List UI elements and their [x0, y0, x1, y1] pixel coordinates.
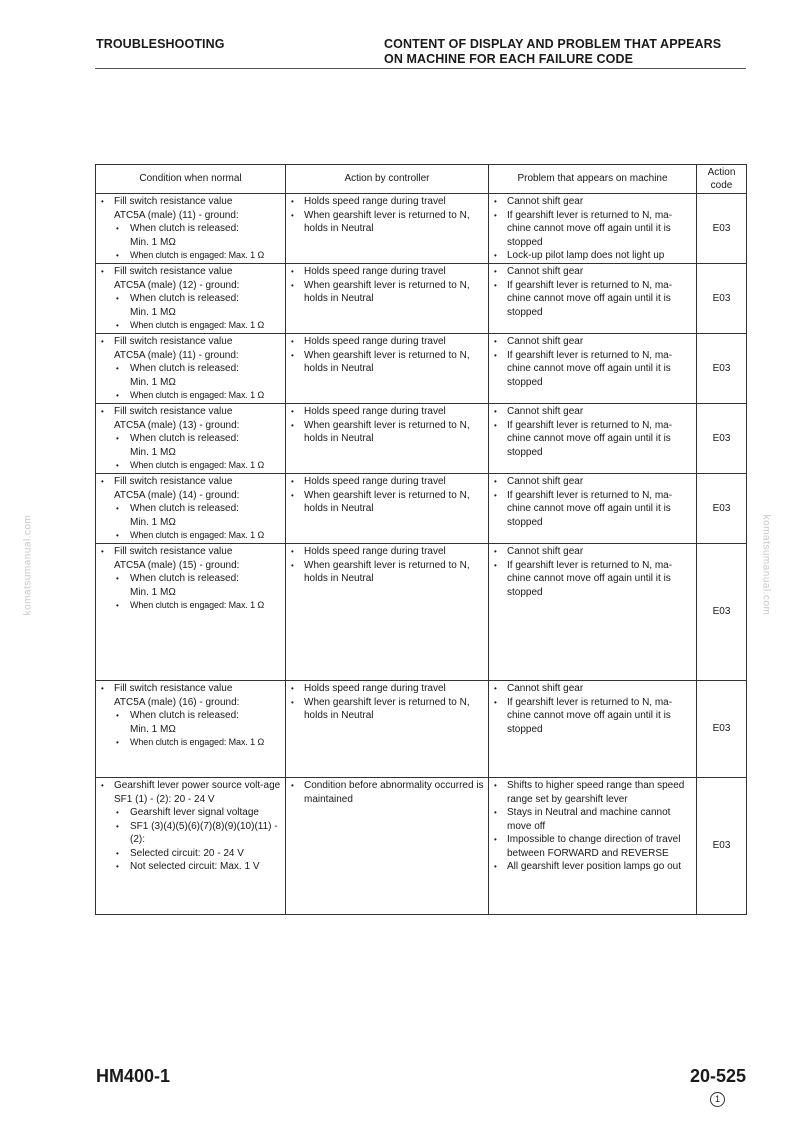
action-code-cell: E03	[697, 334, 747, 404]
condition-released	[116, 362, 281, 389]
table-row	[96, 404, 747, 474]
condition-title: • Fill switch resistance value	[114, 406, 233, 417]
condition-connector: ATC5A (male) (15) - ground:	[114, 559, 240, 571]
condition-subitem: • SF1 (3)(4)(5)(6)(7)(8)(9)(10)(11) - (2):	[116, 820, 281, 847]
condition-title: • Fill switch resistance value	[114, 266, 233, 277]
condition-sublist	[114, 502, 281, 543]
action-list	[290, 195, 484, 236]
condition-item	[100, 779, 281, 874]
header-page-title	[384, 37, 721, 67]
bullet-item: • Holds speed range during travel	[290, 335, 484, 349]
condition-connector: ATC5A (male) (12) - ground:	[114, 279, 240, 291]
released-label: • When clutch is released:	[130, 710, 239, 721]
bullet-item: • Holds speed range during travel	[290, 405, 484, 419]
condition-list	[100, 779, 281, 874]
action-cell	[286, 778, 489, 915]
released-label: • When clutch is released:	[130, 293, 239, 304]
header-problem: Problem that appears on machine	[489, 165, 697, 194]
action-list	[290, 779, 484, 806]
condition-list	[100, 265, 281, 333]
bullet-item: • Shifts to higher speed range than speed range set by gearshift lever	[493, 779, 692, 806]
released-value: Min. 1 MΩ	[130, 723, 176, 735]
problem-cell	[489, 194, 697, 264]
footer-model: HM400-1	[96, 1066, 171, 1086]
action-cell	[286, 544, 489, 681]
bullet-item: • When gearshift lever is returned to N, holds in Neutral	[290, 489, 484, 516]
condition-title: • Fill switch resistance value	[114, 683, 233, 694]
condition-item	[100, 405, 281, 473]
bullet-item: • If gearshift lever is returned to N, ma-chine cannot move off again until it is stopped	[493, 209, 692, 250]
condition-connector: ATC5A (male) (16) - ground:	[114, 696, 240, 708]
bullet-item: • Holds speed range during travel	[290, 682, 484, 696]
released-value: Min. 1 MΩ	[130, 306, 176, 318]
action-list	[290, 475, 484, 516]
bullet-item: • Cannot shift gear	[493, 335, 692, 349]
problem-list	[493, 195, 692, 263]
condition-engaged	[116, 599, 281, 613]
watermark-right: komatsumanual.com	[760, 514, 772, 616]
action-code-cell: E03	[697, 681, 747, 778]
condition-released	[116, 432, 281, 459]
footer-revision-mark: 1	[710, 1092, 725, 1107]
problem-list	[493, 265, 692, 319]
header-condition: Condition when normal	[96, 165, 286, 194]
condition-list	[100, 545, 281, 613]
bullet-item: • Impossible to change direction of travel between FORWARD and REVERSE	[493, 833, 692, 860]
bullet-item: • Cannot shift gear	[493, 475, 692, 489]
header-action: Action by controller	[286, 165, 489, 194]
condition-item	[100, 335, 281, 403]
engaged-label: When clutch is engaged: Max. 1 Ω	[130, 390, 265, 400]
action-list	[290, 682, 484, 723]
bullet-item: • Cannot shift gear	[493, 545, 692, 559]
failure-code-table	[95, 164, 747, 915]
condition-connector: ATC5A (male) (13) - ground:	[114, 419, 240, 431]
problem-cell	[489, 474, 697, 544]
action-code-cell: E03	[697, 404, 747, 474]
condition-cell	[96, 264, 286, 334]
bullet-item: • When gearshift lever is returned to N, holds in Neutral	[290, 696, 484, 723]
header-rule	[95, 68, 746, 69]
condition-released	[116, 222, 281, 249]
condition-sublist	[114, 572, 281, 613]
condition-title: • Gearshift lever power source volt-age	[114, 780, 281, 791]
bullet-item: • Stays in Neutral and machine cannot move off	[493, 806, 692, 833]
problem-list	[493, 405, 692, 459]
condition-connector: ATC5A (male) (11) - ground:	[114, 349, 239, 361]
table-row	[96, 194, 747, 264]
condition-sublist	[114, 362, 281, 403]
problem-cell	[489, 778, 697, 915]
condition-engaged	[116, 249, 281, 263]
watermark-left: komatsumanual.com	[22, 514, 34, 616]
condition-engaged	[116, 319, 281, 333]
released-value: Min. 1 MΩ	[130, 586, 176, 598]
bullet-item: • Cannot shift gear	[493, 405, 692, 419]
action-cell	[286, 404, 489, 474]
condition-list	[100, 405, 281, 473]
condition-cell	[96, 334, 286, 404]
condition-sf1: SF1 (1) - (2): 20 - 24 V	[114, 793, 215, 805]
action-cell	[286, 681, 489, 778]
condition-item	[100, 265, 281, 333]
condition-list	[100, 682, 281, 750]
problem-cell	[489, 334, 697, 404]
bullet-item: • If gearshift lever is returned to N, ma-chine cannot move off again until it is stopped	[493, 349, 692, 390]
problem-list	[493, 545, 692, 599]
problem-list	[493, 682, 692, 736]
condition-connector: ATC5A (male) (14) - ground:	[114, 489, 240, 501]
condition-title: • Fill switch resistance value	[114, 196, 233, 207]
action-cell	[286, 194, 489, 264]
table-header-row	[96, 165, 747, 194]
condition-title: • Fill switch resistance value	[114, 476, 233, 487]
condition-engaged	[116, 529, 281, 543]
action-code-cell: E03	[697, 264, 747, 334]
condition-released	[116, 502, 281, 529]
bullet-item: • When gearshift lever is returned to N, holds in Neutral	[290, 209, 484, 236]
engaged-label: When clutch is engaged: Max. 1 Ω	[130, 320, 265, 330]
condition-cell	[96, 778, 286, 915]
footer-page-number: 20-525	[689, 1066, 746, 1086]
bullet-item: • When gearshift lever is returned to N, holds in Neutral	[290, 349, 484, 376]
condition-released	[116, 709, 281, 736]
condition-list	[100, 335, 281, 403]
bullet-item: • When gearshift lever is returned to N, holds in Neutral	[290, 419, 484, 446]
table-row	[96, 334, 747, 404]
released-value: Min. 1 MΩ	[130, 446, 176, 458]
condition-list	[100, 475, 281, 543]
action-code-cell: E03	[697, 474, 747, 544]
table-row	[96, 264, 747, 334]
released-label: • When clutch is released:	[130, 223, 239, 234]
condition-sublist	[114, 222, 281, 263]
condition-cell	[96, 404, 286, 474]
engaged-label: When clutch is engaged: Max. 1 Ω	[130, 737, 265, 747]
condition-item	[100, 545, 281, 613]
bullet-item: • Holds speed range during travel	[290, 265, 484, 279]
condition-item	[100, 195, 281, 263]
header-section-title: TROUBLESHOOTING	[96, 37, 225, 51]
bullet-item: • Lock-up pilot lamp does not light up	[493, 249, 692, 263]
condition-item	[100, 682, 281, 750]
action-list	[290, 405, 484, 446]
condition-sublist	[114, 709, 281, 750]
engaged-label: When clutch is engaged: Max. 1 Ω	[130, 530, 265, 540]
bullet-item: • Holds speed range during travel	[290, 195, 484, 209]
released-value: Min. 1 MΩ	[130, 516, 176, 528]
condition-released	[116, 292, 281, 319]
header-code-line-2: code	[710, 180, 733, 191]
released-value: Min. 1 MΩ	[130, 376, 176, 388]
condition-connector: ATC5A (male) (11) - ground:	[114, 209, 239, 221]
problem-list	[493, 475, 692, 529]
header-code-line-1: Action	[707, 166, 736, 178]
released-label: • When clutch is released:	[130, 503, 239, 514]
action-code-cell: E03	[697, 194, 747, 264]
released-label: • When clutch is released:	[130, 573, 239, 584]
table-row	[96, 681, 747, 778]
condition-engaged	[116, 459, 281, 473]
action-code-cell: E03	[697, 778, 747, 915]
released-value: Min. 1 MΩ	[130, 236, 176, 248]
condition-subitem: • Gearshift lever signal voltage	[116, 806, 281, 820]
action-list	[290, 335, 484, 376]
bullet-item: • When gearshift lever is returned to N, holds in Neutral	[290, 559, 484, 586]
table-row	[96, 474, 747, 544]
header-action-code	[697, 165, 747, 194]
released-label: • When clutch is released:	[130, 433, 239, 444]
problem-cell	[489, 264, 697, 334]
condition-cell	[96, 681, 286, 778]
header-title-line-2: ON MACHINE FOR EACH FAILURE CODE	[384, 52, 634, 66]
bullet-item: • Condition before abnormality occurred is maintained	[290, 779, 484, 806]
problem-cell	[489, 404, 697, 474]
condition-engaged	[116, 736, 281, 750]
condition-title: • Fill switch resistance value	[114, 336, 233, 347]
action-list	[290, 265, 484, 306]
engaged-label: When clutch is engaged: Max. 1 Ω	[130, 600, 265, 610]
table-row	[96, 778, 747, 915]
action-cell	[286, 334, 489, 404]
condition-cell	[96, 544, 286, 681]
problem-cell	[489, 544, 697, 681]
bullet-item: • Cannot shift gear	[493, 265, 692, 279]
table-row	[96, 544, 747, 681]
condition-released	[116, 572, 281, 599]
condition-engaged	[116, 389, 281, 403]
engaged-label: When clutch is engaged: Max. 1 Ω	[130, 250, 265, 260]
released-label: • When clutch is released:	[130, 363, 239, 374]
problem-list	[493, 779, 692, 874]
header-title-line-1: CONTENT OF DISPLAY AND PROBLEM THAT APPEARS	[384, 37, 722, 51]
condition-item	[100, 475, 281, 543]
condition-cell	[96, 474, 286, 544]
bullet-item: • If gearshift lever is returned to N, ma-chine cannot move off again until it is stopped	[493, 419, 692, 460]
condition-title: • Fill switch resistance value	[114, 546, 233, 557]
condition-list	[100, 195, 281, 263]
action-list	[290, 545, 484, 586]
engaged-label: When clutch is engaged: Max. 1 Ω	[130, 460, 265, 470]
condition-cell	[96, 194, 286, 264]
bullet-item: • If gearshift lever is returned to N, ma-chine cannot move off again until it is stopped	[493, 559, 692, 600]
bullet-item: • If gearshift lever is returned to N, ma-chine cannot move off again until it is stopped	[493, 279, 692, 320]
problem-cell	[489, 681, 697, 778]
condition-subitem: • Not selected circuit: Max. 1 V	[116, 860, 281, 874]
bullet-item: • Cannot shift gear	[493, 195, 692, 209]
action-code-cell: E03	[697, 544, 747, 681]
bullet-item: • If gearshift lever is returned to N, ma-chine cannot move off again until it is stopped	[493, 489, 692, 530]
bullet-item: • If gearshift lever is returned to N, ma-chine cannot move off again until it is stopped	[493, 696, 692, 737]
bullet-item: • Holds speed range during travel	[290, 545, 484, 559]
bullet-item: • Holds speed range during travel	[290, 475, 484, 489]
condition-subitem: • Selected circuit: 20 - 24 V	[116, 847, 281, 861]
bullet-item: • All gearshift lever position lamps go out	[493, 860, 692, 874]
action-cell	[286, 264, 489, 334]
action-cell	[286, 474, 489, 544]
condition-sublist	[114, 292, 281, 333]
bullet-item: • When gearshift lever is returned to N, holds in Neutral	[290, 279, 484, 306]
bullet-item: • Cannot shift gear	[493, 682, 692, 696]
condition-sublist	[114, 806, 281, 874]
problem-list	[493, 335, 692, 389]
condition-sublist	[114, 432, 281, 473]
